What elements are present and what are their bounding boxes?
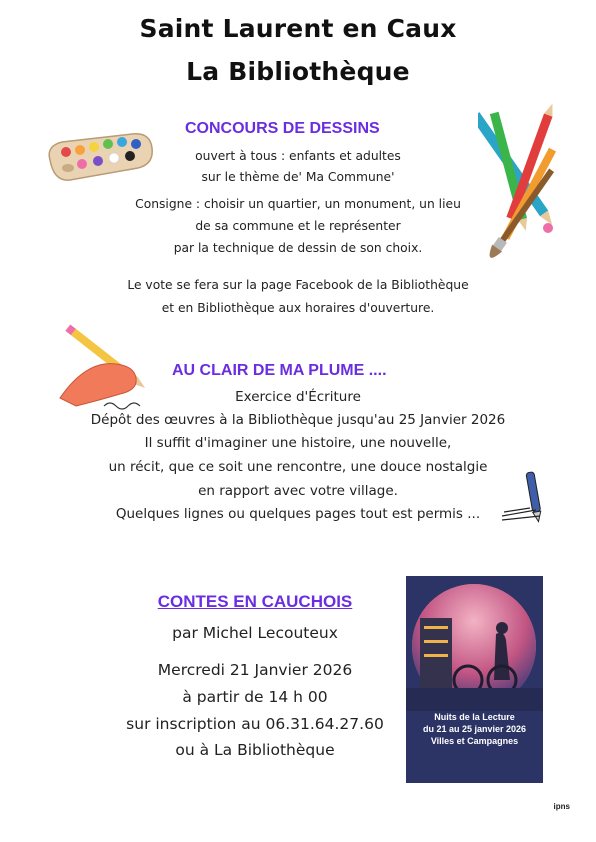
dessins-line-7: et en Bibliothèque aux horaires d'ouverture. (161, 301, 435, 315)
plume-line-3: Il suffit d'imaginer une histoire, une nouvelle, (144, 435, 452, 451)
fountain-pen-icon (500, 466, 556, 530)
poster-caption-line-1: Nuits de la Lecture (434, 712, 515, 722)
footer-ipns: ipns (553, 802, 570, 811)
dessins-line-6: Le vote se fera sur la page Facebook de la Bibliothèque (127, 278, 469, 292)
contes-line-4: sur inscription au 06.31.64.27.60 (126, 715, 384, 733)
contes-line-2: Mercredi 21 Janvier 2026 (157, 661, 353, 679)
plume-line-5: en rapport avec votre village. (198, 483, 398, 499)
dessins-line-1: ouvert à tous : enfants et adultes (195, 149, 401, 163)
plume-line-6: Quelques lignes ou quelques pages tout est permis ... (115, 506, 481, 522)
dessins-line-2: sur le thème de' Ma Commune' (201, 170, 395, 184)
plume-line-4: un récit, que ce soit une rencontre, une douce nostalgie (108, 459, 488, 475)
contes-line-3: à partir de 14 h 00 (182, 688, 328, 706)
page-subtitle: La Bibliothèque (186, 57, 410, 86)
poster-caption-line-3: Villes et Campagnes (430, 736, 519, 746)
section-heading-dessins: CONCOURS DE DESSINS (185, 120, 380, 137)
dessins-line-3: Consigne : choisir un quartier, un monument, un lieu (135, 197, 461, 211)
contes-line-1: par Michel Lecouteux (172, 624, 338, 642)
dessins-line-5: par la technique de dessin de son choix. (173, 241, 423, 255)
section-heading-contes: CONTES EN CAUCHOIS (157, 592, 353, 611)
poster-caption-line-2: du 21 au 25 janvier 2026 (422, 724, 527, 734)
plume-line-2: Dépôt des œuvres à la Bibliothèque jusqu'au 25 Janvier 2026 (90, 412, 506, 428)
plume-line-1: Exercice d'Écriture (235, 389, 361, 405)
nuits-lecture-poster (406, 576, 543, 783)
page-title: Saint Laurent en Caux (139, 14, 457, 43)
poster-illustration (406, 576, 543, 711)
poster-caption (406, 711, 543, 747)
dessins-line-4: de sa commune et le représenter (195, 219, 401, 233)
section-heading-plume: AU CLAIR DE MA PLUME .... (172, 362, 387, 379)
contes-line-5: ou à La Bibliothèque (175, 741, 335, 759)
